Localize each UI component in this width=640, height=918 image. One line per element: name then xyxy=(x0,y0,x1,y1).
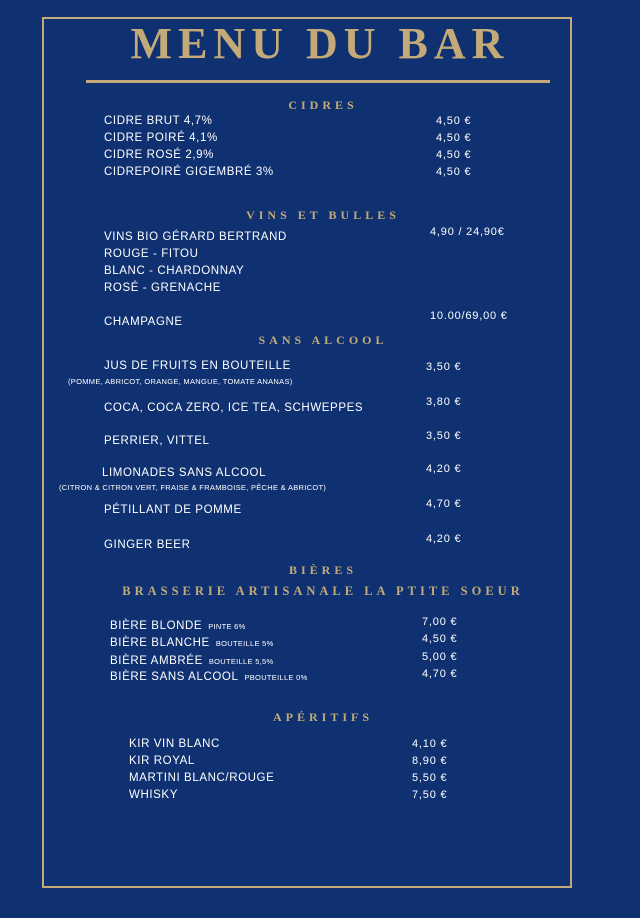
menu-item-price: 4,10 € xyxy=(412,738,448,750)
champagne-price: 10.00/69,00 € xyxy=(430,310,508,322)
menu-item-price: 3,50 € xyxy=(426,430,462,442)
beer-price: 7,00 € xyxy=(422,616,458,628)
beer-note: PINTE 6% xyxy=(208,622,246,631)
menu-item-name: JUS DE FRUITS EN BOUTEILLE xyxy=(104,360,291,372)
menu-item-detail: (POMME, ABRICOT, ORANGE, MANGUE, TOMATE ANANAS) xyxy=(68,377,293,386)
menu-item-price: 7,50 € xyxy=(412,789,448,801)
menu-item-price: 4,20 € xyxy=(426,533,462,545)
menu-item-name: PERRIER, VITTEL xyxy=(104,435,210,447)
beer-price: 5,00 € xyxy=(422,651,458,663)
beer-name: BIÈRE BLANCHE xyxy=(110,637,210,649)
wine-name: VINS BIO GÉRARD BERTRAND xyxy=(104,231,287,243)
wine-variety: BLANC - CHARDONNAY xyxy=(104,265,245,277)
beer-name: BIÈRE SANS ALCOOL xyxy=(110,671,239,683)
wine-variety: ROSÉ - GRENACHE xyxy=(104,282,221,294)
menu-item-price: 4,50 € xyxy=(436,115,472,127)
beer-name: BIÈRE AMBRÉE xyxy=(110,655,203,667)
menu-item-price: 3,50 € xyxy=(426,361,462,373)
menu-item-price: 5,50 € xyxy=(412,772,448,784)
beer-note: BOUTEILLE 5,5% xyxy=(208,657,274,666)
menu-item-price: 3,80 € xyxy=(426,396,462,408)
bieres-heading: BIÈRES xyxy=(288,563,358,577)
beer-note: BOUTEILLE 5% xyxy=(215,639,274,648)
menu-item-name: CIDRE BRUT 4,7% xyxy=(104,115,213,127)
menu-item-name: CIDREPOIRÉ GIGEMBRÉ 3% xyxy=(104,166,274,178)
menu-item-name: WHISKY xyxy=(129,789,178,801)
champagne-name: CHAMPAGNE xyxy=(104,316,183,328)
beer-item xyxy=(110,621,246,633)
menu-item-price: 4,50 € xyxy=(436,149,472,161)
menu-item-name: LIMONADES SANS ALCOOL xyxy=(102,467,267,479)
beer-name: BIÈRE BLONDE xyxy=(110,620,203,632)
cidres-heading: CIDRES xyxy=(288,98,358,112)
menu-item-name: CIDRE POIRÉ 4,1% xyxy=(104,132,218,144)
menu-item-price: 4,50 € xyxy=(436,166,472,178)
beer-item xyxy=(110,656,274,668)
menu-item-name: COCA, COCA ZERO, ICE TEA, SCHWEPPES xyxy=(104,402,364,414)
title-divider xyxy=(86,80,550,83)
menu-item-name: PÉTILLANT DE POMME xyxy=(104,504,242,516)
beer-note: PBOUTEILLE 0% xyxy=(244,673,308,682)
menu-item-detail: (CITRON & CITRON VERT, FRAISE & FRAMBOISE, PÊCHE & ABRICOT) xyxy=(59,483,327,492)
beer-item xyxy=(110,638,274,650)
vins-heading: VINS ET BULLES xyxy=(246,208,400,222)
wine-variety: ROUGE - FITOU xyxy=(104,248,199,260)
menu-item-name: CIDRE ROSÉ 2,9% xyxy=(104,149,214,161)
menu-border xyxy=(42,17,572,888)
menu-item-name: GINGER BEER xyxy=(104,539,191,551)
beer-price: 4,70 € xyxy=(422,668,458,680)
menu-item-name: KIR ROYAL xyxy=(129,755,195,767)
menu-title: MENU DU BAR xyxy=(130,19,510,68)
menu-item-price: 4,50 € xyxy=(436,132,472,144)
menu-item-price: 4,20 € xyxy=(426,463,462,475)
brasserie-subheading: BRASSERIE ARTISANALE LA PTITE SOEUR xyxy=(122,584,524,598)
menu-item-price: 4,70 € xyxy=(426,498,462,510)
sans-alcool-heading: SANS ALCOOL xyxy=(258,333,388,347)
wine-price: 4,90 / 24,90€ xyxy=(430,226,505,238)
menu-item-name: KIR VIN BLANC xyxy=(129,738,220,750)
beer-price: 4,50 € xyxy=(422,633,458,645)
menu-item-price: 8,90 € xyxy=(412,755,448,767)
beer-item xyxy=(110,672,308,684)
menu-item-name: MARTINI BLANC/ROUGE xyxy=(129,772,275,784)
aperitifs-heading: APÉRITIFS xyxy=(272,710,373,724)
